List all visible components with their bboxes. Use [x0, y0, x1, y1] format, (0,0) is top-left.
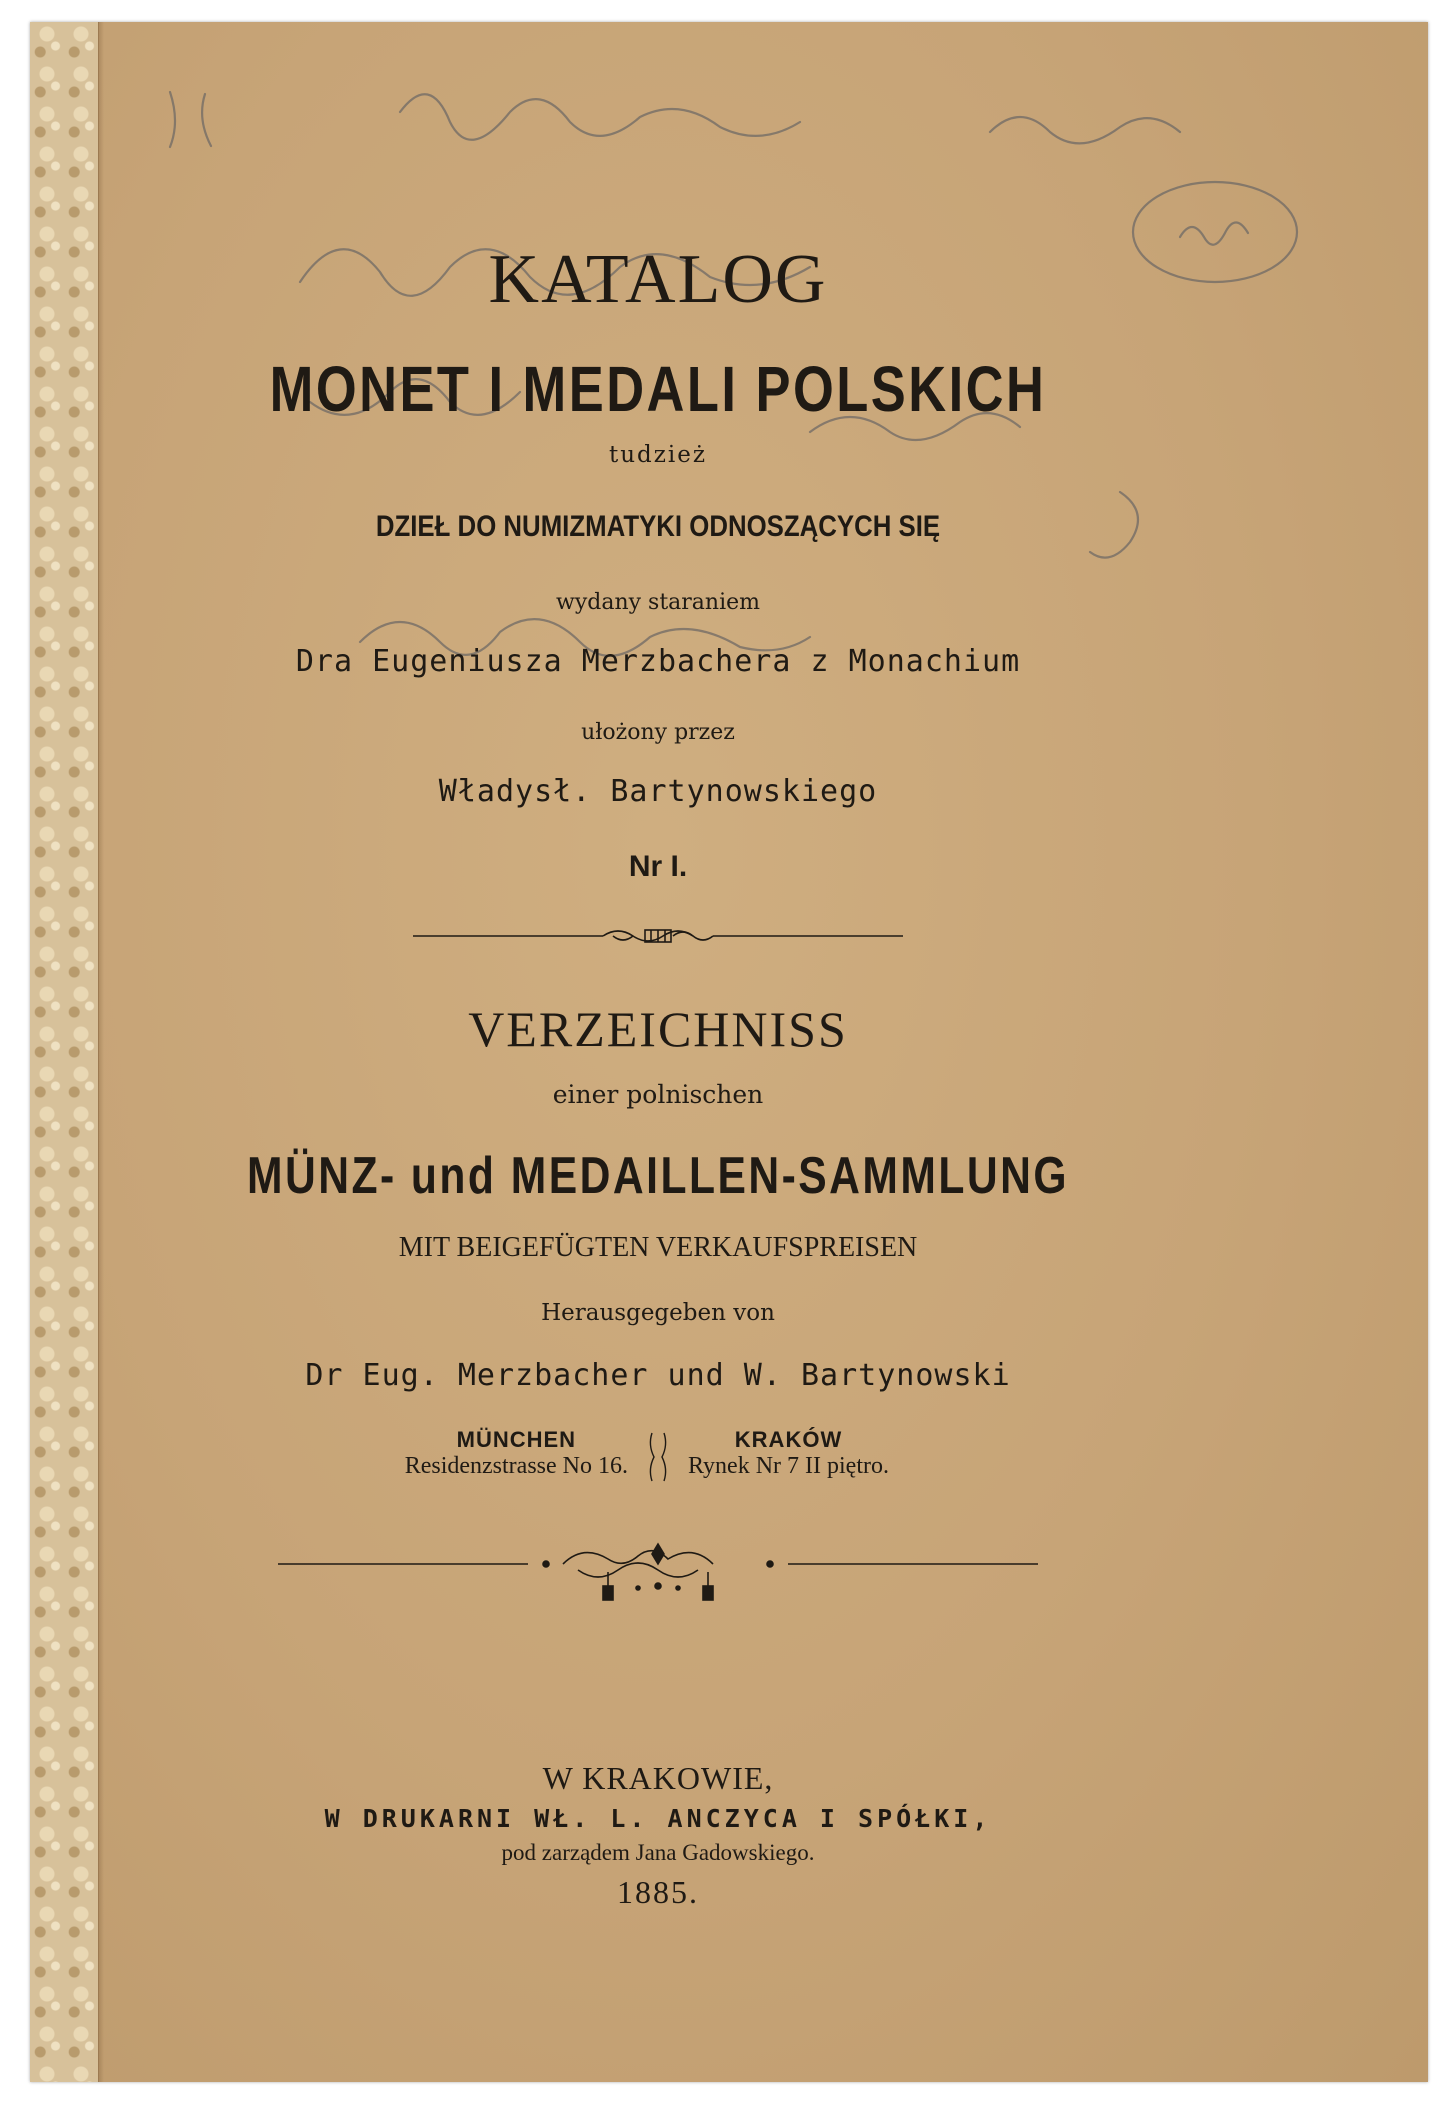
krakow-city: KRAKÓW [734, 1427, 843, 1452]
krakow-address: Rynek Nr 7 II piętro. [688, 1453, 889, 1479]
ornament-flourish [98, 1536, 1218, 1606]
imprint-year: 1885. [617, 1874, 699, 1910]
german-edited-by: Herausgegeben von [541, 1300, 775, 1326]
german-title: VERZEICHNISS [468, 1001, 848, 1057]
munich-address: Residenzstrasse No 16. [404, 1453, 628, 1479]
issuer-name: Dra Eugeniusza Merzbachera z Monachium [295, 644, 1021, 679]
book-cover [30, 22, 1428, 2082]
imprint-place: W KRAKOWIE, [542, 1760, 774, 1796]
german-collection: MÜNZ- und MEDAILLEN-SAMMLUNG [246, 1147, 1070, 1205]
brace-divider [646, 1431, 670, 1483]
catalog-title: KATALOG [488, 241, 828, 318]
german-editors: Dr Eug. Merzbacher und W. Bartynowski [305, 1358, 1011, 1393]
issue-number: Nr I. [628, 850, 688, 883]
munich-city: MÜNCHEN [456, 1427, 577, 1452]
compiler-name: Władysł. Bartynowskiego [438, 774, 878, 809]
german-prices: MIT BEIGEFÜGTEN VERKAUFSPREISEN [398, 1232, 918, 1263]
imprint-management: pod zarządem Jana Gadowskiego. [501, 1840, 815, 1865]
ornament-rule-top [98, 916, 1218, 956]
works-line: DZIEŁ DO NUMIZMATYKI ODNOSZĄCYCH SIĘ [375, 510, 941, 543]
issued-by-label: wydany staraniem [555, 590, 760, 615]
addresses-block [98, 1427, 1218, 1487]
german-line-1: einer polnischen [552, 1080, 764, 1109]
imprint-press: W DRUKARNI WŁ. L. ANCZYCA I SPÓŁKI, [324, 1804, 992, 1833]
compiled-by-label: ułożony przez [581, 720, 735, 745]
cover-spine-pattern [30, 22, 99, 2082]
catalog-subtitle: MONET I MEDALI POLSKICH [269, 353, 1047, 425]
address-krakow [688, 1427, 889, 1480]
tudziez-line: tudzież [609, 442, 707, 468]
address-munich [405, 1427, 628, 1480]
